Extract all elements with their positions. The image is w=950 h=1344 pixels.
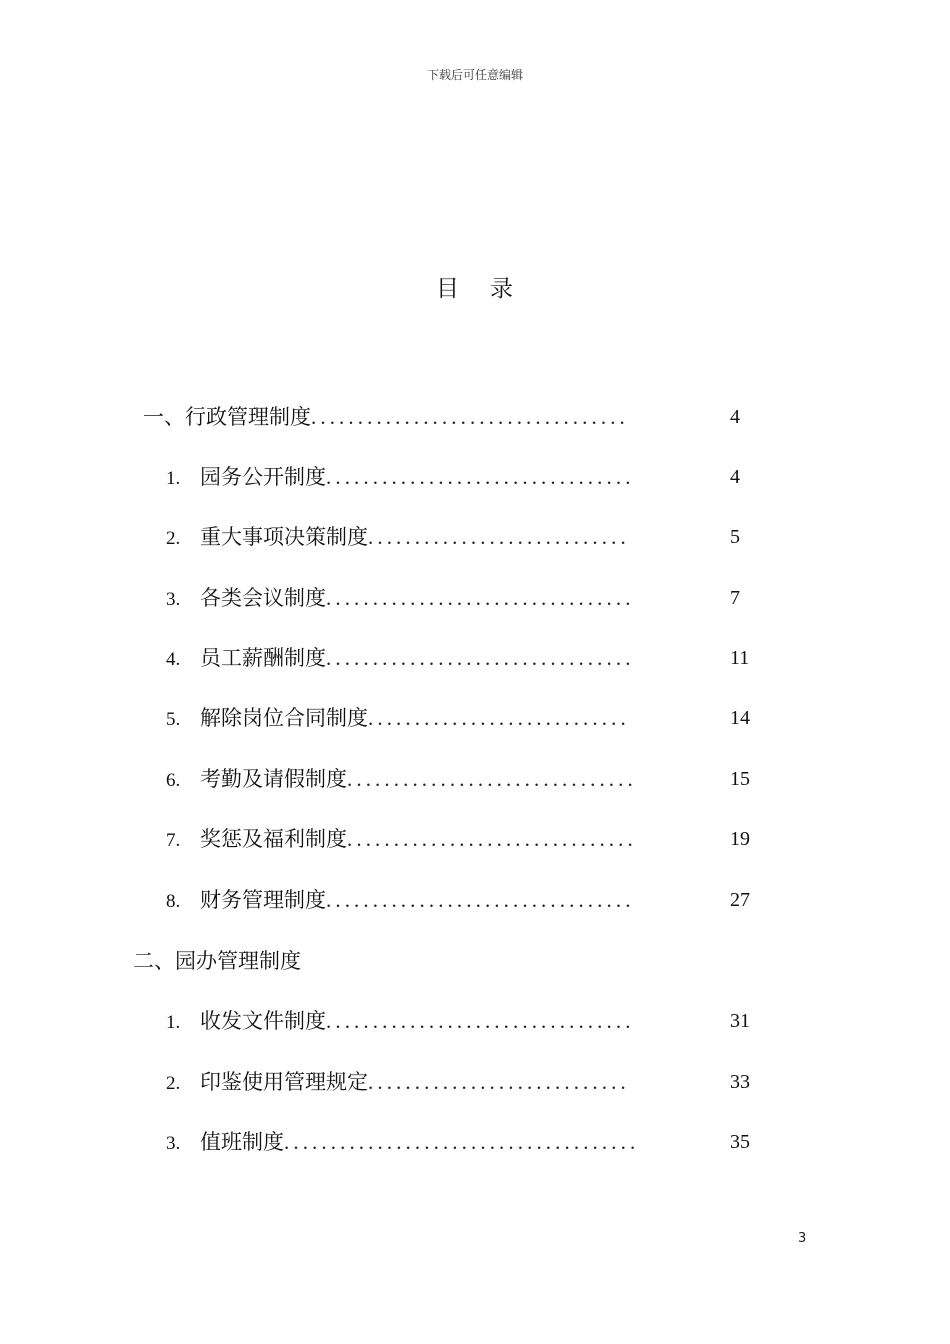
toc-leader: ............................ <box>368 1070 630 1094</box>
toc-item-number: 1. <box>166 1012 181 1033</box>
toc-item-number: 3. <box>166 589 181 610</box>
toc-leader: ............................ <box>368 525 630 549</box>
toc-text: 重大事项决策制度 <box>200 525 368 549</box>
toc-item-number: 3. <box>166 1133 181 1154</box>
toc-page-number: 14 <box>730 707 750 729</box>
toc-leader: .................................. <box>311 405 629 429</box>
toc-text: 解除岗位合同制度 <box>200 706 368 730</box>
toc-text: 收发文件制度 <box>200 1009 326 1033</box>
toc-text: 各类会议制度 <box>200 586 326 610</box>
toc-leader: ............................... <box>347 767 637 791</box>
toc-item[interactable] <box>166 1006 753 1036</box>
toc-item[interactable] <box>166 703 753 733</box>
toc-item[interactable] <box>166 764 753 794</box>
toc-item[interactable] <box>166 885 753 915</box>
toc-item-number: 5. <box>166 709 181 730</box>
toc-item[interactable] <box>166 1127 753 1157</box>
toc-section-2[interactable] <box>133 946 753 976</box>
toc-page-number: 4 <box>730 466 740 488</box>
toc-item[interactable] <box>166 824 753 854</box>
toc-text: 考勤及请假制度 <box>200 767 347 791</box>
toc-section-1[interactable] <box>143 402 753 432</box>
toc-item[interactable] <box>166 462 753 492</box>
toc-page-number: 7 <box>730 587 740 609</box>
toc-leader: ................................. <box>326 646 635 670</box>
toc-text: 一、行政管理制度 <box>143 405 311 429</box>
toc-item[interactable] <box>166 522 753 552</box>
toc-text: 值班制度 <box>200 1130 284 1154</box>
toc-item-number: 6. <box>166 770 181 791</box>
toc-text: 二、园办管理制度 <box>133 949 301 973</box>
toc-leader: ...................................... <box>284 1130 640 1154</box>
toc-page-number: 27 <box>730 889 750 911</box>
toc-item[interactable] <box>166 643 753 673</box>
toc-item[interactable] <box>166 583 753 613</box>
toc-page-number: 4 <box>730 406 740 428</box>
page-header: 下载后可任意编辑 <box>426 68 523 82</box>
toc-page-number: 11 <box>730 647 750 669</box>
toc-item-number: 7. <box>166 830 181 851</box>
toc-page-number: 19 <box>730 828 750 850</box>
toc-item-number: 2. <box>166 1073 181 1094</box>
toc-page-number: 31 <box>730 1010 750 1032</box>
toc-page-number: 15 <box>730 768 750 790</box>
page-title <box>0 270 950 303</box>
toc-text: 印鉴使用管理规定 <box>200 1070 368 1094</box>
toc-page-number: 33 <box>730 1071 750 1093</box>
toc-leader: ................................. <box>326 888 635 912</box>
toc-text: 财务管理制度 <box>200 888 326 912</box>
toc-text: 园务公开制度 <box>200 465 326 489</box>
toc-page-number: 5 <box>730 526 740 548</box>
toc-leader: ............................... <box>347 827 637 851</box>
toc-text: 奖惩及福利制度 <box>200 827 347 851</box>
page-number: 3 <box>798 1231 807 1246</box>
title-char-1: 目 <box>436 276 460 302</box>
toc-item[interactable] <box>166 1067 753 1097</box>
toc-leader: ................................. <box>326 465 635 489</box>
toc-item-number: 8. <box>166 891 181 912</box>
toc-leader: ................................. <box>326 1009 635 1033</box>
toc-page-number: 35 <box>730 1131 750 1153</box>
toc-text: 员工薪酬制度 <box>200 646 326 670</box>
toc-leader: ............................ <box>368 706 630 730</box>
toc-item-number: 2. <box>166 528 181 549</box>
toc-item-number: 4. <box>166 649 181 670</box>
toc-leader: ................................. <box>326 586 635 610</box>
title-char-2: 录 <box>490 276 514 302</box>
toc-item-number: 1. <box>166 468 181 489</box>
